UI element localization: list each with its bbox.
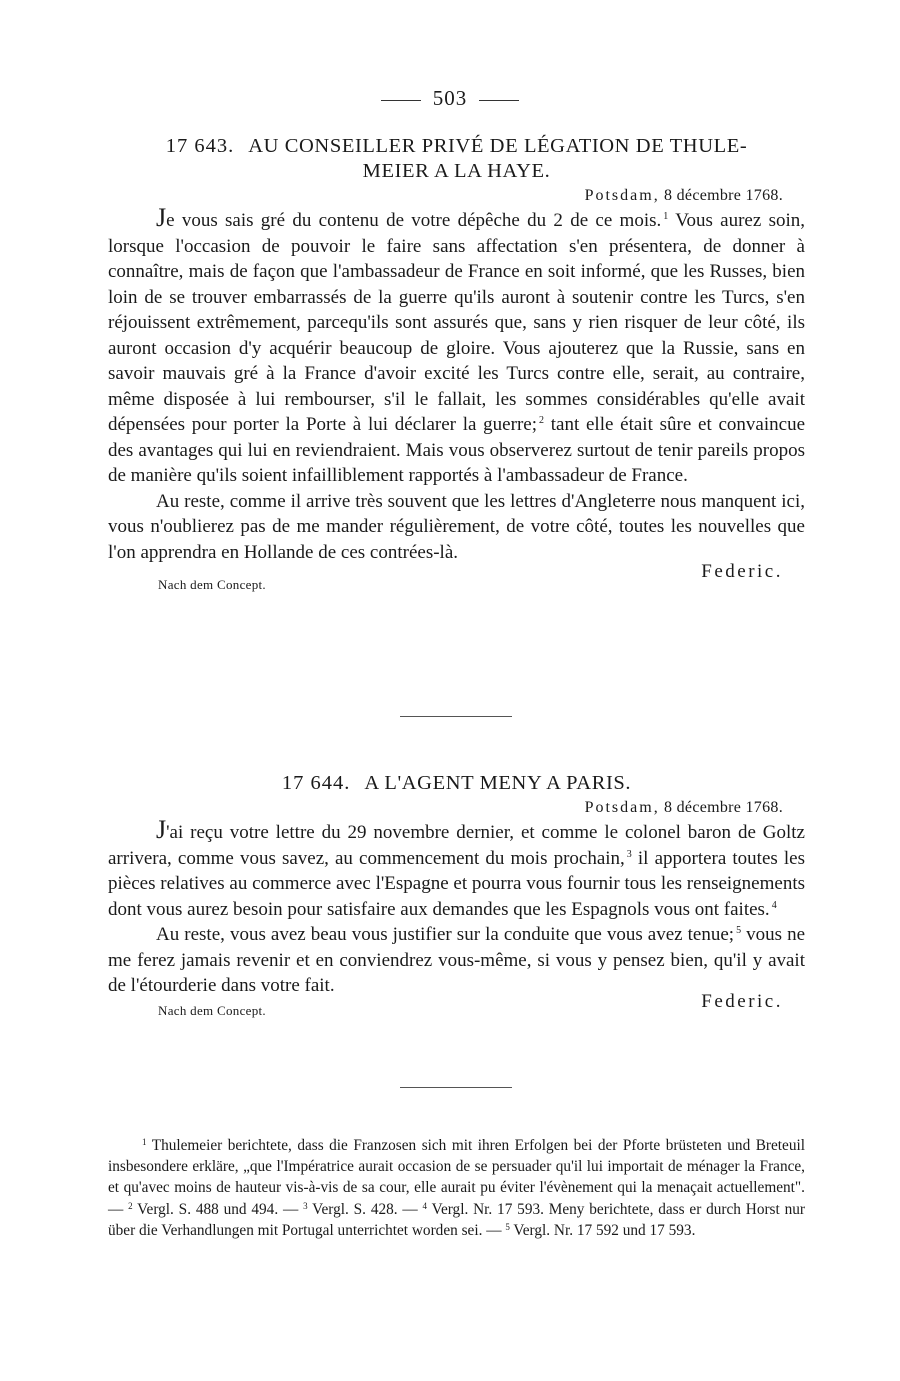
footnote-ref-1[interactable]: 1: [663, 211, 669, 222]
footnote-text-5: Vergl. Nr. 17 592 und 17 593.: [509, 1221, 696, 1239]
footnote-ref-2[interactable]: 2: [538, 415, 544, 426]
letter-paragraph-1: [108, 203, 805, 489]
page-number-text: 503: [432, 86, 468, 110]
dateline: [108, 796, 805, 820]
page-number-dash-left: [381, 100, 421, 101]
drop-initial: J: [156, 203, 167, 232]
letter-number: 17 644.: [281, 772, 351, 794]
signature: Federic.: [701, 990, 783, 1012]
footnote-text-3: Vergl. S. 428. —: [307, 1200, 423, 1218]
paragraph-text: Vous aurez soin, lorsque l'occasion de pouvoir le faire sans affectation s'en présentera, de donner à connaître, mais de façon que l'ambassadeur de France en soit informé, que les Russes, bien loin de se trouver embarrassés de la guerre qu'ils auront à soutenir contre les Turcs, s'en réjouissent extrêmement, parcequ'ils sont assurés que, sans y rien risquer de leur côté, ils auront occasion d'y acquérir beaucoup de gloire. Vous ajouterez que la Russie, sans en savoir mauvais gré à la France d'avoir excité les Turcs contre elle, serait, au contraire, même disposée à lui rembourser, s'il le fallait, les sommes considérables qu'elle avait dépensées pour porter la Porte à lui déclarer la guerre;: [108, 210, 805, 435]
letter-heading: [108, 771, 805, 796]
signature-row: [108, 561, 805, 595]
dateline: [108, 184, 805, 208]
letter-17643: [108, 134, 805, 595]
paragraph-text: e vous sais gré du contenu de votre dépêche du 2 de ce mois.: [166, 210, 662, 231]
page-number: [0, 86, 900, 111]
section-separator-2: [400, 1087, 512, 1088]
dateline-place: Potsdam,: [584, 799, 660, 816]
paragraph-text: tant elle était sûre et convaincue des avantages qui lui en reviendraient. Mais vous observerez surtout de tenir pareils propos de manière qu'ils soient infailliblement rapportés à l'ambassadeur de France.: [108, 414, 805, 486]
source-note: Nach dem Concept.: [158, 1002, 266, 1018]
footnote-mark-3: 3: [303, 1200, 308, 1211]
paragraph-text: 'ai reçu votre lettre du 29 novembre dernier, et comme le colonel baron de Goltz arrivera, comme vous savez, au commencement du mois prochain,: [108, 822, 805, 869]
footnote-ref-4[interactable]: 4: [771, 899, 777, 911]
letter-paragraph-1: [108, 815, 805, 922]
footnote-mark-4: 4: [422, 1200, 428, 1211]
footnote-mark-5: 5: [505, 1221, 510, 1232]
footnote-mark-2: 2: [128, 1200, 133, 1211]
footnote-ref-5[interactable]: 5: [736, 925, 742, 936]
signature: Federic.: [701, 561, 783, 582]
paragraph-text: il apportera toutes les pièces relatives au commerce avec l'Espagne et pourra vous fournir tous les renseignements dont vous aurez besoin pour satisfaire aux demandes que les Espagnols vous ont faites.: [108, 847, 805, 920]
letter-paragraph-2: Au reste, comme il arrive très souvent que les lettres d'Angleterre nous manquent ici, vous n'oublierez pas de me mander régulièrement, de votre côté, toutes les nouvelles que l'on apprendra en Hollande de ces contrées-là.: [108, 490, 805, 563]
footnote-ref-3[interactable]: 3: [626, 848, 632, 860]
letter-heading-line1: A L'AGENT MENY A PARIS.: [364, 772, 632, 794]
footnote-text-1: Thulemeier berichtete, dass die Franzosen sich mit ihren Erfolgen bei der Pforte brüsteten und Breteuil insbesondere erkläre, „que l'Impératrice aurait occasion de se persuader qu'il lui importait de ménager la France, et qu'avec moins de hauteur vis-à-vis de sa cour, elle aurait pu éviter l'évènement qui la menaçait actuellement". —: [108, 1137, 805, 1218]
dateline-date: 8 décembre 1768.: [664, 799, 783, 816]
letter-number: 17 643.: [165, 135, 235, 157]
footnote-block: [108, 1135, 805, 1241]
letter-heading-line1: AU CONSEILLER PRIVÉ DE LÉGATION DE THULE-: [248, 135, 748, 157]
page-number-dash-right: [479, 100, 519, 101]
paragraph-text: vous ne me ferez jamais revenir et en conviendrez vous-même, si vous y pensez bien, qu'il y avait de l'étourderie dans votre fait.: [108, 924, 806, 996]
drop-initial: J: [156, 815, 167, 844]
letter-17644: [108, 771, 805, 1029]
footnote-text-2: Vergl. S. 488 und 494. —: [132, 1200, 304, 1218]
letter-heading: [108, 134, 805, 184]
dateline-place: Potsdam,: [584, 187, 660, 204]
footnote-text-4: Vergl. Nr. 17 593. Meny berichtete, dass er durch Horst nur über die Verhandlungen mit Portugal unterrichtet worden sei. —: [108, 1200, 805, 1239]
footnote-mark-1: 1: [142, 1137, 147, 1147]
letter-heading-line2: MEIER A LA HAYE.: [362, 160, 551, 182]
footnotes: [108, 1135, 805, 1241]
signature-row: [108, 990, 805, 1029]
paragraph-text: Au reste, vous avez beau vous justifier sur la conduite que vous avez tenue;: [156, 924, 735, 945]
section-separator-1: [400, 716, 512, 717]
source-note: Nach dem Concept.: [158, 577, 266, 592]
letter-paragraph-2: [108, 922, 805, 999]
dateline-date: 8 décembre 1768.: [664, 187, 783, 204]
